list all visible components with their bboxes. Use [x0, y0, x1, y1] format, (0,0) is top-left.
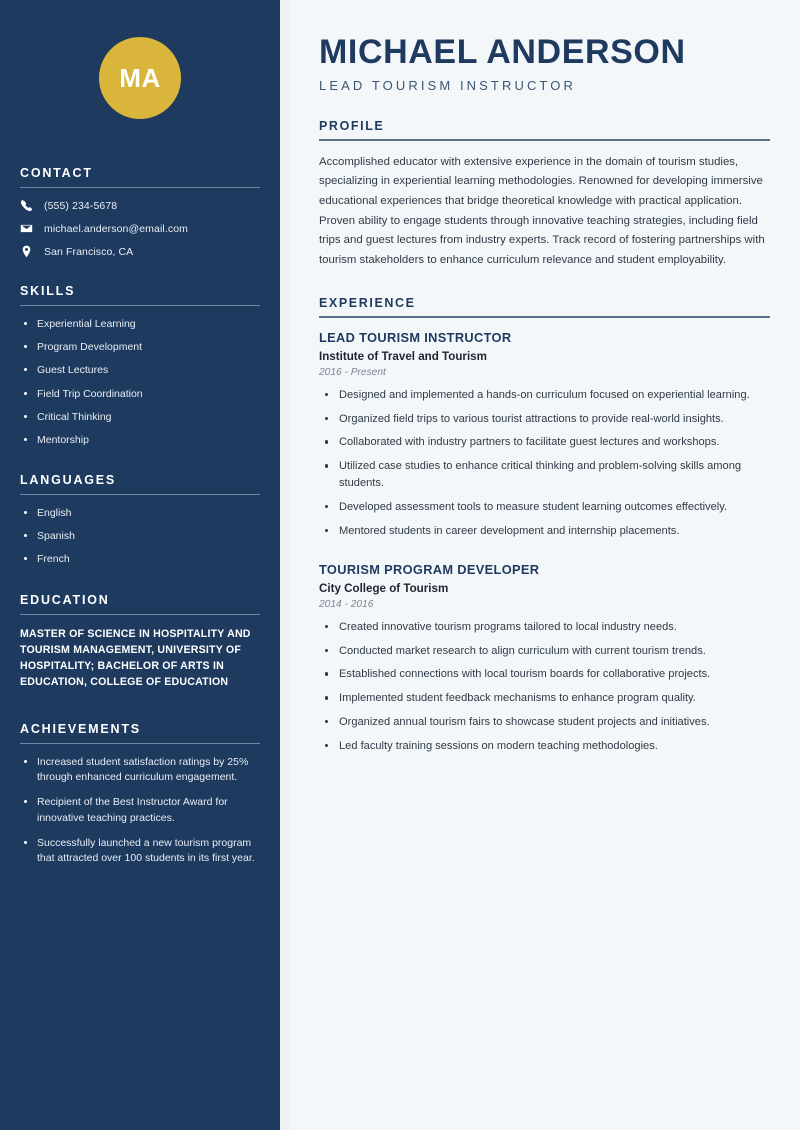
phone-icon — [20, 199, 33, 212]
list-item: Led faculty training sessions on modern teaching methodologies. — [319, 738, 770, 755]
job-company: City College of Tourism — [319, 581, 449, 595]
list-item: Collaborated with industry partners to facilitate guest lectures and workshops. — [319, 434, 770, 451]
list-item: Successfully launched a new tourism program that attracted over 100 students in its first year. — [20, 836, 260, 866]
profile-section — [319, 119, 770, 270]
achievements-list — [20, 755, 260, 866]
contact-item-location — [20, 245, 260, 258]
list-item: Mentorship — [20, 433, 260, 447]
profile-heading: PROFILE — [319, 119, 385, 134]
list-item: Utilized case studies to enhance critical thinking and problem-solving skills among students. — [319, 458, 770, 492]
education-text: MASTER OF SCIENCE IN HOSPITALITY AND TOURISM MANAGEMENT, UNIVERSITY OF HOSPITALITY; BACHELOR OF ARTS IN EDUCATION, COLLEGE OF EDUCATION — [20, 627, 251, 688]
list-item: Critical Thinking — [20, 410, 260, 424]
contact-phone-value: (555) 234-5678 — [44, 199, 118, 212]
list-item: Field Trip Coordination — [20, 387, 260, 401]
achievements-heading: ACHIEVEMENTS — [20, 721, 141, 736]
job-title: TOURISM PROGRAM DEVELOPER — [319, 561, 540, 577]
skills-divider — [20, 305, 260, 306]
list-item: Organized field trips to various tourist attractions to provide real-world insights. — [319, 411, 770, 428]
contact-item-email — [20, 222, 260, 235]
list-item: Organized annual tourism fairs to showcase student projects and initiatives. — [319, 714, 770, 731]
job-dates: 2016 - Present — [319, 366, 386, 378]
contact-item-phone — [20, 199, 260, 212]
location-pin-icon — [20, 245, 33, 258]
list-item: Developed assessment tools to measure student learning outcomes effectively. — [319, 499, 770, 516]
skills-list — [20, 317, 260, 447]
contact-divider — [20, 187, 260, 188]
job-bullets — [319, 387, 770, 540]
profile-text: Accomplished educator with extensive experience in the domain of tourism studies, specializing in experiential learning methodologies. Renowned for developing immersive educational experiences that bridge theoretical knowledge with practical application. Proven ability to engage students through innovative teaching strategies, including field trips and guest lectures from industry experts. Track record of fostering partnerships with tourism stakeholders to enhance curriculum relevance and student employability. — [319, 155, 765, 266]
experience-entry — [319, 330, 770, 540]
achievements-section — [20, 722, 260, 866]
languages-list — [20, 506, 260, 567]
languages-divider — [20, 494, 260, 495]
skills-heading: SKILLS — [20, 284, 76, 298]
contact-section — [20, 166, 260, 258]
list-item: Implemented student feedback mechanisms to enhance program quality. — [319, 690, 770, 707]
avatar: MA — [99, 37, 181, 119]
achievements-divider — [20, 743, 260, 744]
education-section — [20, 593, 260, 690]
list-item: Established connections with local tourism boards for collaborative projects. — [319, 666, 770, 683]
list-item: Mentored students in career development and internship placements. — [319, 523, 770, 540]
list-item: English — [20, 506, 260, 520]
list-item: French — [20, 552, 260, 566]
job-role-subtitle: LEAD TOURISM INSTRUCTOR — [319, 78, 576, 94]
contact-email-value: michael.anderson@email.com — [44, 222, 188, 235]
education-heading: EDUCATION — [20, 592, 110, 607]
skills-section — [20, 284, 260, 447]
languages-heading: LANGUAGES — [20, 473, 117, 488]
list-item: Created innovative tourism programs tailored to local industry needs. — [319, 619, 770, 636]
job-title: LEAD TOURISM INSTRUCTOR — [319, 329, 512, 345]
list-item: Designed and implemented a hands-on curriculum focused on experiential learning. — [319, 387, 770, 404]
experience-entry — [319, 562, 770, 755]
profile-divider — [319, 139, 770, 140]
column-gap — [280, 0, 289, 1130]
sidebar — [0, 0, 280, 1130]
job-dates: 2014 - 2016 — [319, 598, 374, 610]
contact-heading: CONTACT — [20, 166, 93, 180]
experience-section — [319, 296, 770, 754]
list-item: Increased student satisfaction ratings by 25% through enhanced curriculum engagement. — [20, 755, 260, 785]
languages-section — [20, 473, 260, 567]
list-item: Experiential Learning — [20, 317, 260, 331]
job-bullets — [319, 619, 770, 755]
job-company: Institute of Travel and Tourism — [319, 349, 487, 363]
experience-heading: EXPERIENCE — [319, 296, 416, 311]
list-item: Conducted market research to align curriculum with current tourism trends. — [319, 643, 770, 660]
experience-divider — [319, 316, 770, 317]
contact-location-value: San Francisco, CA — [44, 245, 134, 258]
avatar-container — [20, 0, 260, 119]
list-item: Spanish — [20, 529, 260, 543]
email-icon — [20, 222, 33, 235]
list-item: Program Development — [20, 340, 260, 354]
page-title: MICHAEL ANDERSON — [319, 33, 686, 71]
list-item: Recipient of the Best Instructor Award for innovative teaching practices. — [20, 795, 260, 825]
main-content — [289, 0, 800, 1130]
list-item: Guest Lectures — [20, 363, 260, 377]
education-divider — [20, 614, 260, 615]
